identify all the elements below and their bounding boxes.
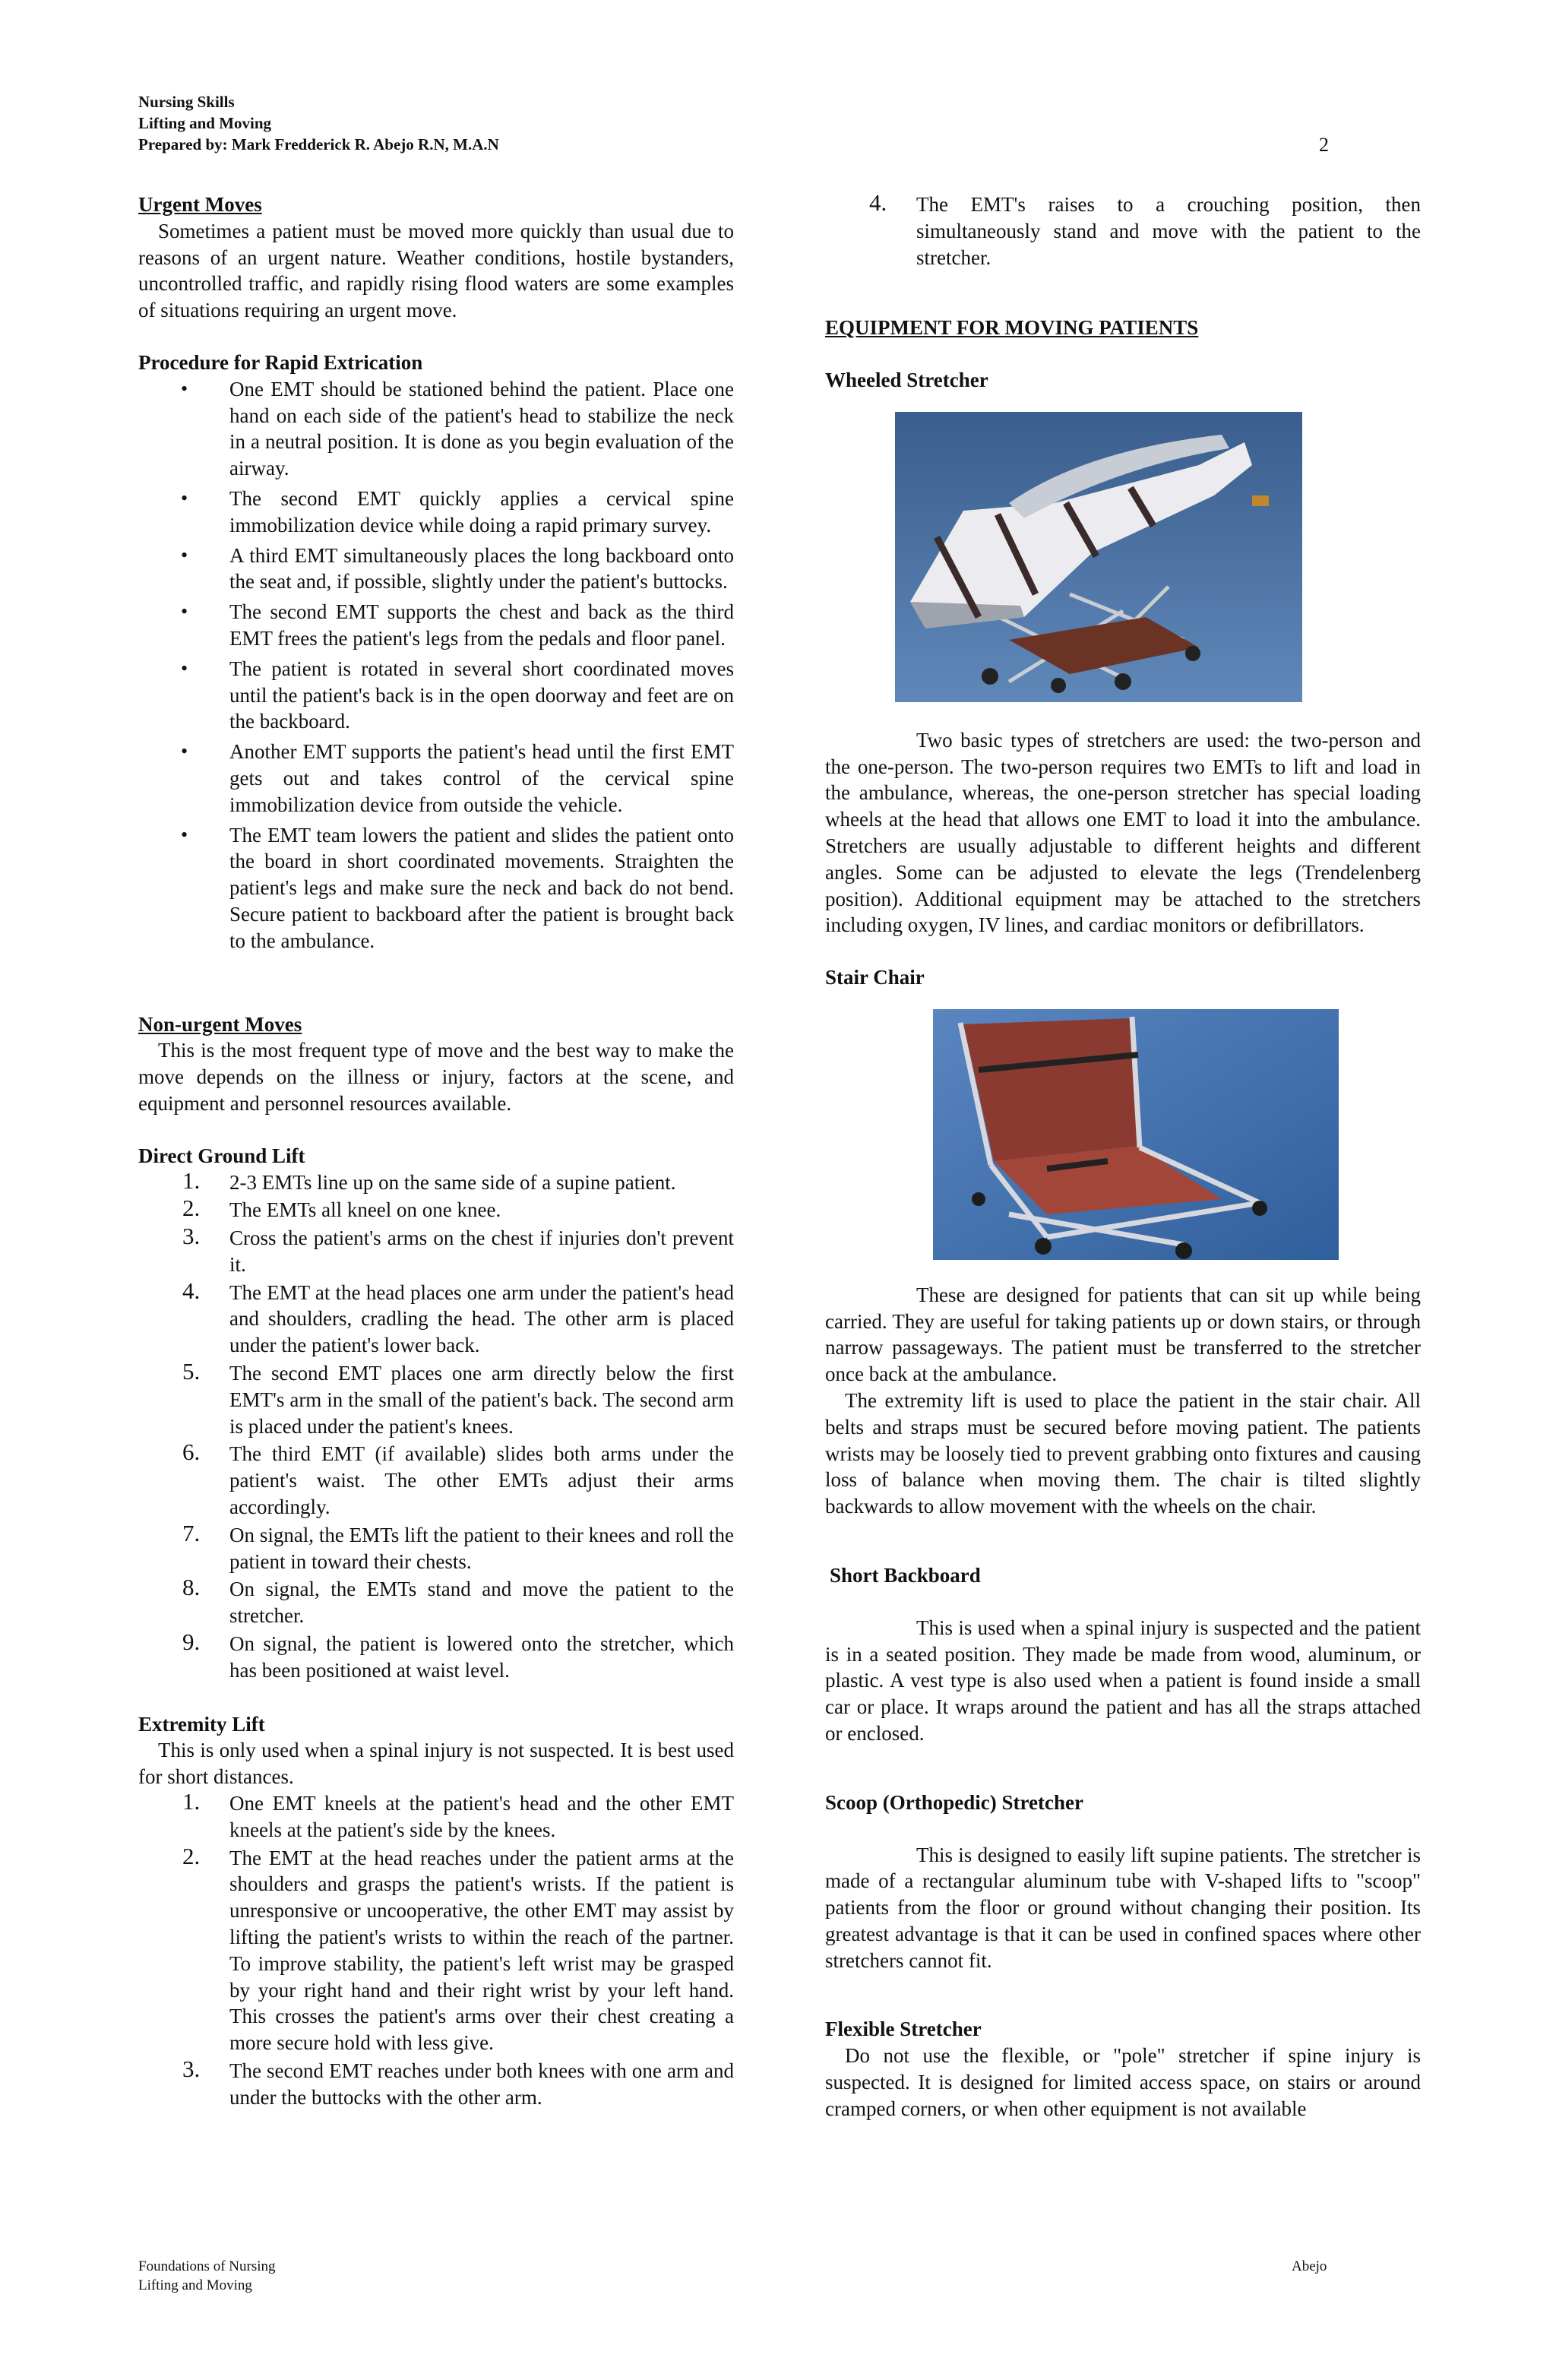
non-urgent-moves-heading: Non-urgent Moves (138, 1012, 302, 1036)
flexible-stretcher-heading: Flexible Stretcher (825, 2018, 982, 2041)
short-backboard-text: This is used when a spinal injury is suspected and the patient is in a seated position. They made be made from wood, aluminum, or plastic. A vest type is also used when a patient is found inside a small car or place. It wraps around the patient and has all the straps attached or enclosed. (825, 1616, 1421, 1745)
list-item: 1. One EMT kneels at the patient's head and the other EMT kneels at the patient's side by the knees. (182, 1788, 734, 1841)
list-item: 5. The second EMT places one arm directly below the first EMT's arm in the small of the patient's back. The second arm is placed under the patient's knees. (182, 1358, 734, 1438)
extremity-lift-text: This is only used when a spinal injury is not suspected. It is best used for short distances. (138, 1739, 734, 1789)
wheeled-stretcher-image (895, 412, 1421, 709)
right-column (825, 191, 1421, 2122)
flexible-stretcher-text: Do not use the flexible, or "pole" stretcher if spine injury is suspected. It is designed for limited access space, on stairs or around cramped corners, or when other equipment is not available (825, 2044, 1421, 2120)
list-item: • The EMT team lowers the patient and slides the patient onto the board in short coordinated movements. Straighten the patient's legs and make sure the neck and back do not bend. Secure patient to backboard after the patient is brought back to the ambulance. (181, 823, 734, 952)
short-backboard-heading: Short Backboard (830, 1563, 981, 1587)
page-number: 2 (1319, 134, 1329, 156)
page-header (138, 91, 499, 155)
list-item: • Another EMT supports the patient's head until the first EMT gets out and takes control of the cervical spine immobilization device from outside the vehicle. (181, 740, 734, 816)
footer-course: Foundations of Nursing (138, 2258, 276, 2274)
list-item: 6. The third EMT (if available) slides both arms under the patient's waist. The other EMTs adjust their arms accordingly. (182, 1438, 734, 1519)
footer-author: Abejo (1292, 2258, 1327, 2274)
stair-chair-text-2: The extremity lift is used to place the patient in the stair chair. All belts and straps must be secured before moving patient. The patients wrists may be loosely tied to prevent grabbing onto fixtures and causing loss of balance when moving them. The chair is tilted slightly backwards to allow movement with the wheels on the chair. (825, 1388, 1421, 1518)
list-item: 8. On signal, the EMTs stand and move the patient to the stretcher. (182, 1574, 734, 1628)
header-topic: Lifting and Moving (138, 114, 272, 132)
direct-ground-lift-heading: Direct Ground Lift (138, 1144, 305, 1167)
list-item: • A third EMT simultaneously places the long backboard onto the seat and, if possible, slightly under the patient's buttocks. (181, 543, 734, 593)
list-item: 9. On signal, the patient is lowered onto the stretcher, which has been positioned at waist level. (182, 1628, 734, 1682)
extremity-lift-heading: Extremity Lift (138, 1712, 265, 1736)
stair-chair-text-1: These are designed for patients that can sit up while being carried. They are useful for taking patients up or down stairs, or through narrow passageways. The patient must be transferred to the stretcher once back at the ambulance. (825, 1283, 1421, 1386)
direct-ground-lift-list-continued (825, 191, 1421, 271)
rapid-extrication-heading: Procedure for Rapid Extrication (138, 350, 423, 374)
scoop-stretcher-heading: Scoop (Orthopedic) Stretcher (825, 1790, 1083, 1814)
list-item: 3. Cross the patient's arms on the chest if injuries don't prevent it. (182, 1223, 734, 1276)
header-course: Nursing Skills (138, 93, 235, 111)
rapid-extrication-list (138, 376, 734, 954)
equipment-heading: EQUIPMENT FOR MOVING PATIENTS (825, 316, 1199, 340)
page-footer (138, 2257, 276, 2295)
list-item: 2. The EMTs all kneel on one knee. (182, 1195, 501, 1222)
extremity-lift-list (138, 1790, 734, 2111)
stair-chair-heading: Stair Chair (825, 966, 925, 989)
list-item: 2. The EMT at the head reaches under the patient arms at the shoulders and grasps the patient's wrists. If the patient is unresponsive or uncooperative, the other EMT may assist by lifting the patient's wrists to within the reach of the partner. To improve stability, the patient's left wrist may be grasped by your right hand and their right wrist by your left hand. This crosses the patient's arms over their chest creating a more secure hold with less give. (182, 1842, 734, 2055)
list-item: 7. On signal, the EMTs lift the patient to their knees and roll the patient in toward their chests. (182, 1519, 734, 1573)
non-urgent-moves-text: This is the most frequent type of move and the best way to make the move depends on the illness or injury, factors at the scene, and equipment and personnel resources available. (138, 1039, 734, 1115)
list-item: 4. The EMT at the head places one arm under the patient's head and shoulders, cradling the head. The other arm is placed under the patient's lower back. (182, 1277, 734, 1357)
direct-ground-lift-list (138, 1166, 734, 1684)
header-author: Prepared by: Mark Fredderick R. Abejo R.N, M.A.N (138, 135, 499, 153)
list-item: • The patient is rotated in several short coordinated moves until the patient's back is in the open doorway and feet are on the backboard. (181, 657, 734, 733)
urgent-moves-heading: Urgent Moves (138, 193, 262, 216)
list-item: 3. The second EMT reaches under both knees with one arm and under the buttocks with the other arm. (182, 2056, 734, 2109)
urgent-moves-text: Sometimes a patient must be moved more quickly than usual due to reasons of an urgent nature. Weather conditions, hostile bystanders, uncontrolled traffic, and rapidly rising flood waters are some examples of situations requiring an urgent move. (138, 219, 734, 322)
wheeled-stretcher-heading: Wheeled Stretcher (825, 369, 988, 392)
stair-chair-image (933, 1009, 1421, 1267)
list-item: 4. The EMT's raises to a crouching position, then simultaneously stand and move with the patient to the stretcher. (869, 189, 1421, 269)
footer-topic: Lifting and Moving (138, 2277, 252, 2293)
list-item: • One EMT should be stationed behind the patient. Place one hand on each side of the patient's head to stabilize the neck in a neutral position. It is done as you begin evaluation of the airway. (181, 377, 734, 480)
list-item: • The second EMT supports the chest and back as the third EMT frees the patient's legs from the pedals and floor panel. (181, 600, 734, 650)
scoop-stretcher-text: This is designed to easily lift supine patients. The stretcher is made of a rectangular aluminum tube with V-shaped lifts to "scoop" patients from the floor or ground without changing their position. Its greatest advantage is that it can be used in confined spaces where other stretchers cannot fit. (825, 1843, 1421, 1972)
left-column (138, 191, 734, 2113)
wheeled-stretcher-text: Two basic types of stretchers are used: the two-person and the one-person. The two-person requires two EMTs to lift and load in the ambulance, whereas, the one-person stretcher has special loading wheels at the head that allows one EMT to load it into the ambulance. Stretchers are usually adjustable to different heights and different angles. Some can be adjusted to elevate the legs (Trendelenberg position). Additional equipment may be attached to the stretchers including oxygen, IV lines, and cardiac monitors or defibrillators. (825, 728, 1421, 937)
list-item: 1. 2-3 EMTs line up on the same side of a supine patient. (182, 1166, 676, 1194)
list-item: • The second EMT quickly applies a cervical spine immobilization device while doing a rapid primary survey. (181, 486, 734, 536)
